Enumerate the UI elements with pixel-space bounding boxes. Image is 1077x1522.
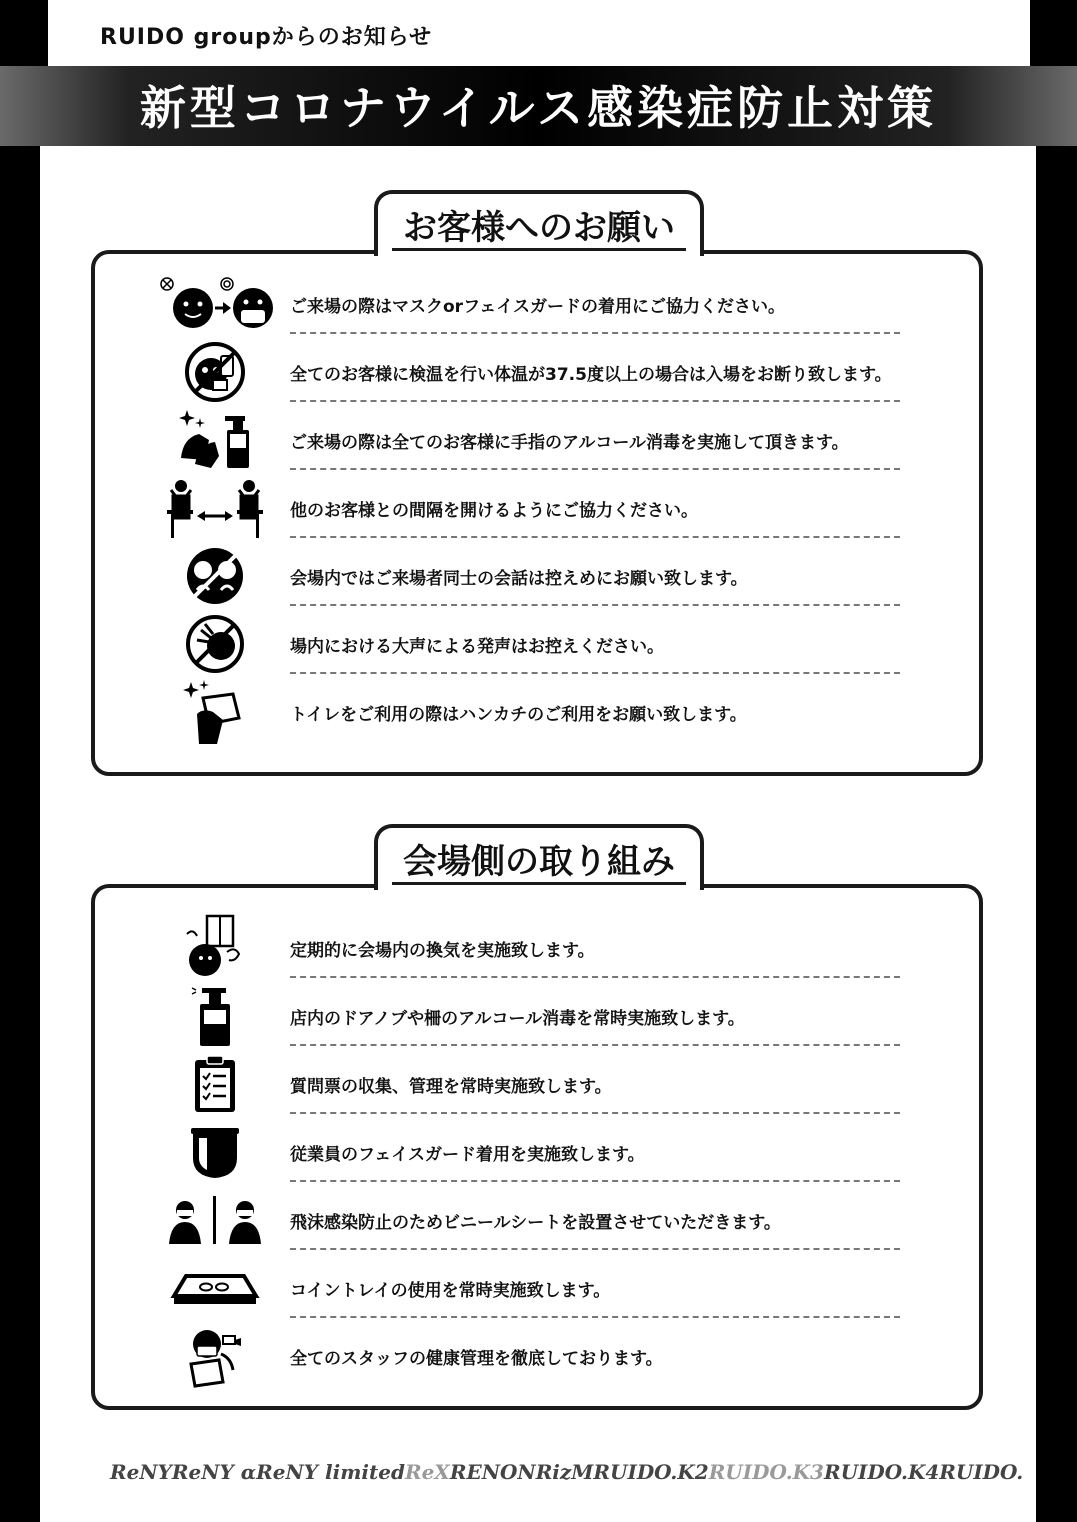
dashed-divider bbox=[290, 1180, 900, 1182]
list-item bbox=[150, 474, 910, 542]
item-text: 定期的に会場内の換気を実施致します。 bbox=[290, 941, 595, 961]
logo-reny-limited: ReNY limited bbox=[256, 1460, 405, 1484]
coin-tray-icon bbox=[150, 1254, 280, 1322]
venue-section-title: 会場側の取り組み bbox=[403, 842, 675, 882]
list-item bbox=[150, 1050, 910, 1118]
social-distance-icon bbox=[150, 474, 280, 542]
item-text: 飛沫感染防止のためビニールシートを設置させていただきます。 bbox=[290, 1213, 781, 1233]
mask-face-icon bbox=[150, 270, 280, 338]
no-shouting-icon bbox=[150, 610, 280, 678]
item-text: 従業員のフェイスガード着用を実施致します。 bbox=[290, 1145, 645, 1165]
dashed-divider bbox=[290, 400, 900, 402]
dashed-divider bbox=[290, 468, 900, 470]
hand-sanitizer-icon bbox=[150, 406, 280, 474]
item-text: ご来場の際は全てのお客様に手指のアルコール消毒を実施して頂きます。 bbox=[290, 433, 849, 453]
dashed-divider bbox=[290, 1044, 900, 1046]
list-item bbox=[150, 542, 910, 610]
item-text: 他のお客様との間隔を開けるようにご協力ください。 bbox=[290, 501, 698, 521]
hand-towel-icon bbox=[150, 678, 280, 746]
logo-reny-alpha: ReNY α bbox=[171, 1460, 257, 1484]
list-item bbox=[150, 610, 910, 678]
list-item bbox=[150, 338, 910, 406]
dashed-divider bbox=[290, 672, 900, 674]
logo-ruido: RUIDO. bbox=[939, 1460, 1024, 1484]
customer-section-underline bbox=[392, 248, 686, 251]
item-text: 店内のドアノブや柵のアルコール消毒を常時実施致します。 bbox=[290, 1009, 745, 1029]
customer-section-title: お客様へのお願い bbox=[403, 208, 675, 248]
page-title: 新型コロナウイルス感染症防止対策 bbox=[139, 81, 938, 135]
logo-ruido-k3: RUIDO.K3 bbox=[708, 1460, 824, 1484]
list-item bbox=[150, 1254, 910, 1322]
face-shield-icon bbox=[150, 1118, 280, 1186]
clipboard-icon bbox=[150, 1050, 280, 1118]
no-talking-icon bbox=[150, 542, 280, 610]
dashed-divider bbox=[290, 1316, 900, 1318]
dashed-divider bbox=[290, 1248, 900, 1250]
list-item bbox=[150, 982, 910, 1050]
dashed-divider bbox=[290, 604, 900, 606]
header-subtitle: RUIDO groupからのお知らせ bbox=[100, 25, 433, 50]
item-text: 全てのスタッフの健康管理を徹底しております。 bbox=[290, 1349, 663, 1369]
dashed-divider bbox=[290, 976, 900, 978]
list-item bbox=[150, 1186, 910, 1254]
staff-health-icon bbox=[150, 1322, 280, 1390]
list-item bbox=[150, 406, 910, 474]
logo-renon: RENON bbox=[449, 1460, 536, 1484]
logo-rex: ReX bbox=[404, 1460, 450, 1484]
thermometer-face-icon bbox=[150, 338, 280, 406]
list-item bbox=[150, 1322, 910, 1390]
logo-ruido-k4: RUIDO.K4 bbox=[823, 1460, 940, 1484]
logo-reny: ReNY bbox=[110, 1460, 172, 1484]
partition-icon bbox=[150, 1186, 280, 1254]
list-item bbox=[150, 270, 910, 338]
item-text: 場内における大声による発声はお控えください。 bbox=[290, 637, 664, 657]
item-text: 全てのお客様に検温を行い体温が37.5度以上の場合は入場をお断り致します。 bbox=[290, 365, 892, 385]
dashed-divider bbox=[290, 536, 900, 538]
ventilation-icon bbox=[150, 914, 280, 982]
list-item bbox=[150, 678, 910, 746]
footer-logos bbox=[110, 1452, 1024, 1492]
item-text: 質問票の収集、管理を常時実施致します。 bbox=[290, 1077, 612, 1097]
list-item bbox=[150, 1118, 910, 1186]
logo-rizm: RizM bbox=[535, 1460, 594, 1484]
item-text: トイレをご利用の際はハンカチのご利用をお願い致します。 bbox=[290, 705, 747, 725]
venue-section-underline bbox=[392, 882, 686, 885]
item-text: コイントレイの使用を常時実施致します。 bbox=[290, 1281, 611, 1301]
sanitizer-bottle-icon bbox=[150, 982, 280, 1050]
logo-ruido-k2: RUIDO.K2 bbox=[593, 1460, 709, 1484]
list-item bbox=[150, 914, 910, 982]
dashed-divider bbox=[290, 1112, 900, 1114]
item-text: ご来場の際はマスクorフェイスガードの着用にご協力ください。 bbox=[290, 297, 786, 317]
dashed-divider bbox=[290, 332, 900, 334]
item-text: 会場内ではご来場者同士の会話は控えめにお願い致します。 bbox=[290, 569, 748, 589]
